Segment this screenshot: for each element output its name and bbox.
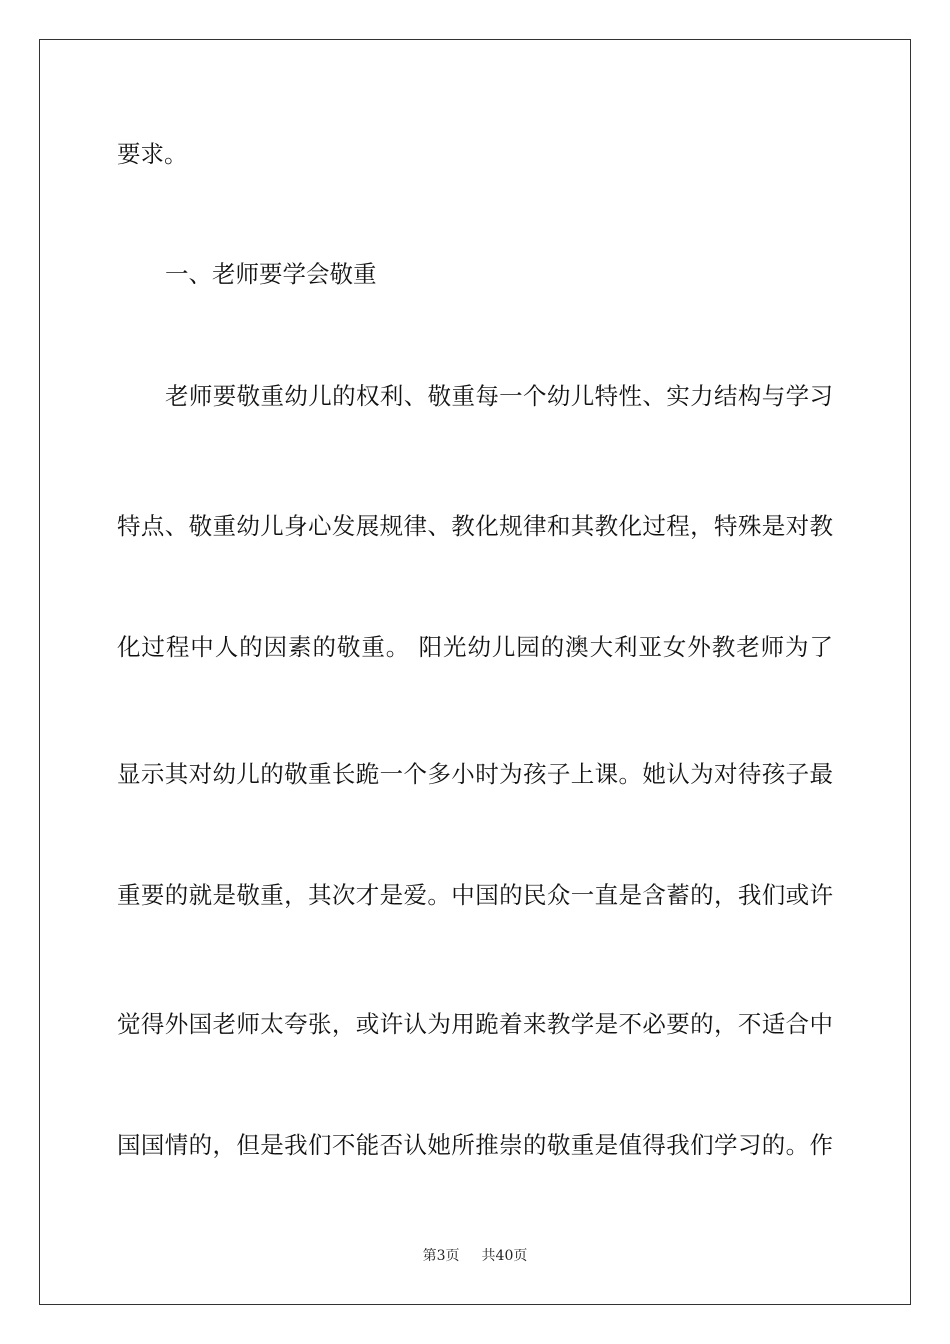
text-line-9: 国国情的，但是我们不能否认她所推崇的敬重是值得我们学习的。作 — [117, 1131, 833, 1159]
text-line-8: 觉得外国老师太夸张，或许认为用跪着来教学是不必要的，不适合中 — [117, 1010, 833, 1038]
page-border — [39, 39, 911, 1305]
page-footer — [0, 1246, 950, 1266]
text-line-4: 特点、敬重幼儿身心发展规律、教化规律和其教化过程，特殊是对教 — [117, 512, 833, 540]
text-line-3: 老师要敬重幼儿的权利、敬重每一个幼儿特性、实力结构与学习 — [165, 382, 833, 410]
page-number: 第3页 — [422, 1248, 460, 1264]
text-line-1: 要求。 — [117, 140, 188, 168]
section-heading: 一、老师要学会敬重 — [165, 260, 377, 288]
total-pages: 共40页 — [481, 1248, 528, 1264]
text-line-6: 显示其对幼儿的敬重长跪一个多小时为孩子上课。她认为对待孩子最 — [117, 760, 833, 788]
text-line-5: 化过程中人的因素的敬重。 阳光幼儿园的澳大利亚女外教老师为了 — [117, 633, 833, 661]
text-line-7: 重要的就是敬重，其次才是爱。中国的民众一直是含蓄的，我们或许 — [117, 881, 833, 909]
